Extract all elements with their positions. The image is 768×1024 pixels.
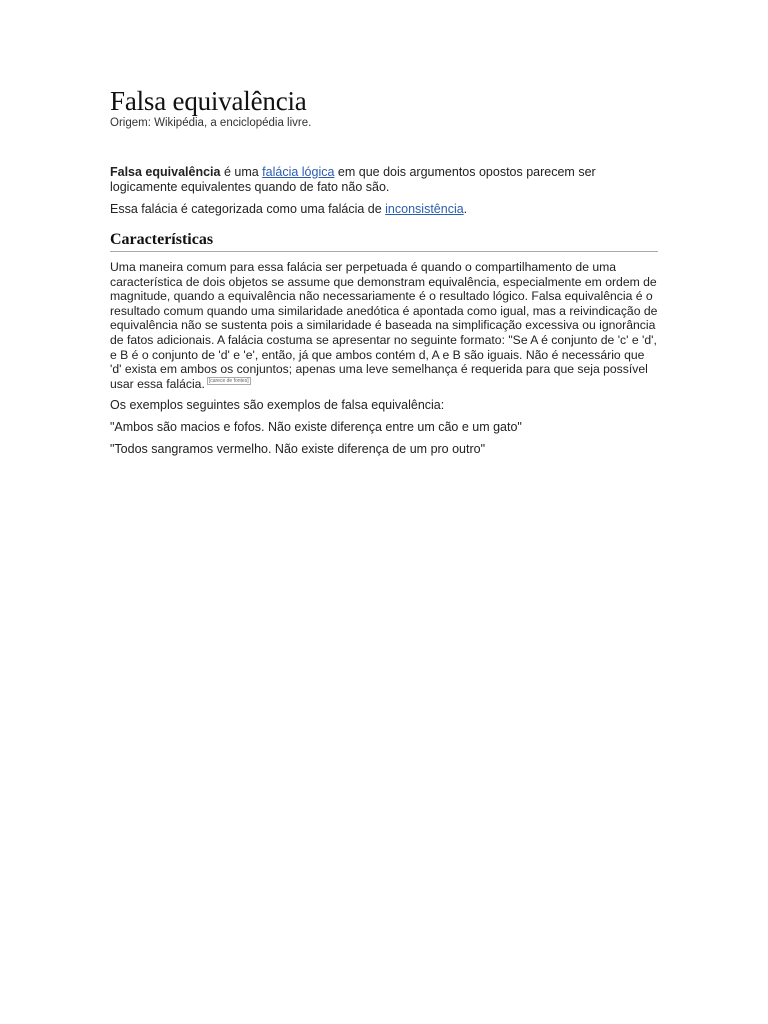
category-text-2: . bbox=[463, 202, 468, 216]
category-text-1: Essa falácia é categorizada como uma falácia de bbox=[110, 202, 386, 216]
intro-paragraph bbox=[110, 165, 658, 195]
intro-text-1: é uma bbox=[220, 165, 263, 179]
intro-text-2: em que dois argumentos opostos parecem ser logicamente equivalentes quando de fato não são. bbox=[110, 165, 596, 194]
example-2: "Todos sangramos vermelho. Não existe diferença de um pro outro" bbox=[110, 442, 486, 457]
site-tagline: Origem: Wikipédia, a enciclopédia livre. bbox=[110, 117, 312, 129]
link-inconsistencia[interactable]: inconsistência bbox=[385, 202, 464, 216]
characteristics-paragraph bbox=[110, 260, 658, 391]
bold-term: Falsa equivalência bbox=[110, 165, 221, 179]
example-1: "Ambos são macios e fofos. Não existe diferença entre um cão e um gato" bbox=[110, 420, 522, 435]
page-title: Falsa equivalência bbox=[110, 86, 307, 116]
category-paragraph bbox=[110, 202, 658, 217]
article bbox=[110, 86, 658, 457]
section-heading: Características bbox=[110, 230, 658, 252]
link-falacia-logica[interactable]: falácia lógica bbox=[262, 165, 335, 179]
examples-intro: Os exemplos seguintes são exemplos de falsa equivalência: bbox=[110, 398, 445, 413]
characteristics-text: Uma maneira comum para essa falácia ser perpetuada é quando o compartilhamento de uma característica de dois objetos se assume que demonstram equivalência, especialmente em ordem de magnitude, quando a equivalência não necessariamente é o resultado lógico. Falsa equivalência é o resultado comum quando uma similaridade anedótica é apontada como igual, mas a reivindicação de equivalência não se sustenta pois a similaridade é baseada na simplificação excessiva ou ignorância de fatos adicionais. A falácia costuma se apresentar no seguinte formato: "Se A é conjunto de 'c' e 'd', e B é o conjunto de 'd' e 'e', então, já que ambos contém d, A e B são iguais. Não é necessário que 'd' exista em ambos os conjuntos; apenas uma leve semelhança é requerida para que seja possível usar essa falácia. bbox=[110, 260, 658, 391]
citation-needed-tag[interactable]: [carece de fontes] bbox=[208, 377, 249, 384]
